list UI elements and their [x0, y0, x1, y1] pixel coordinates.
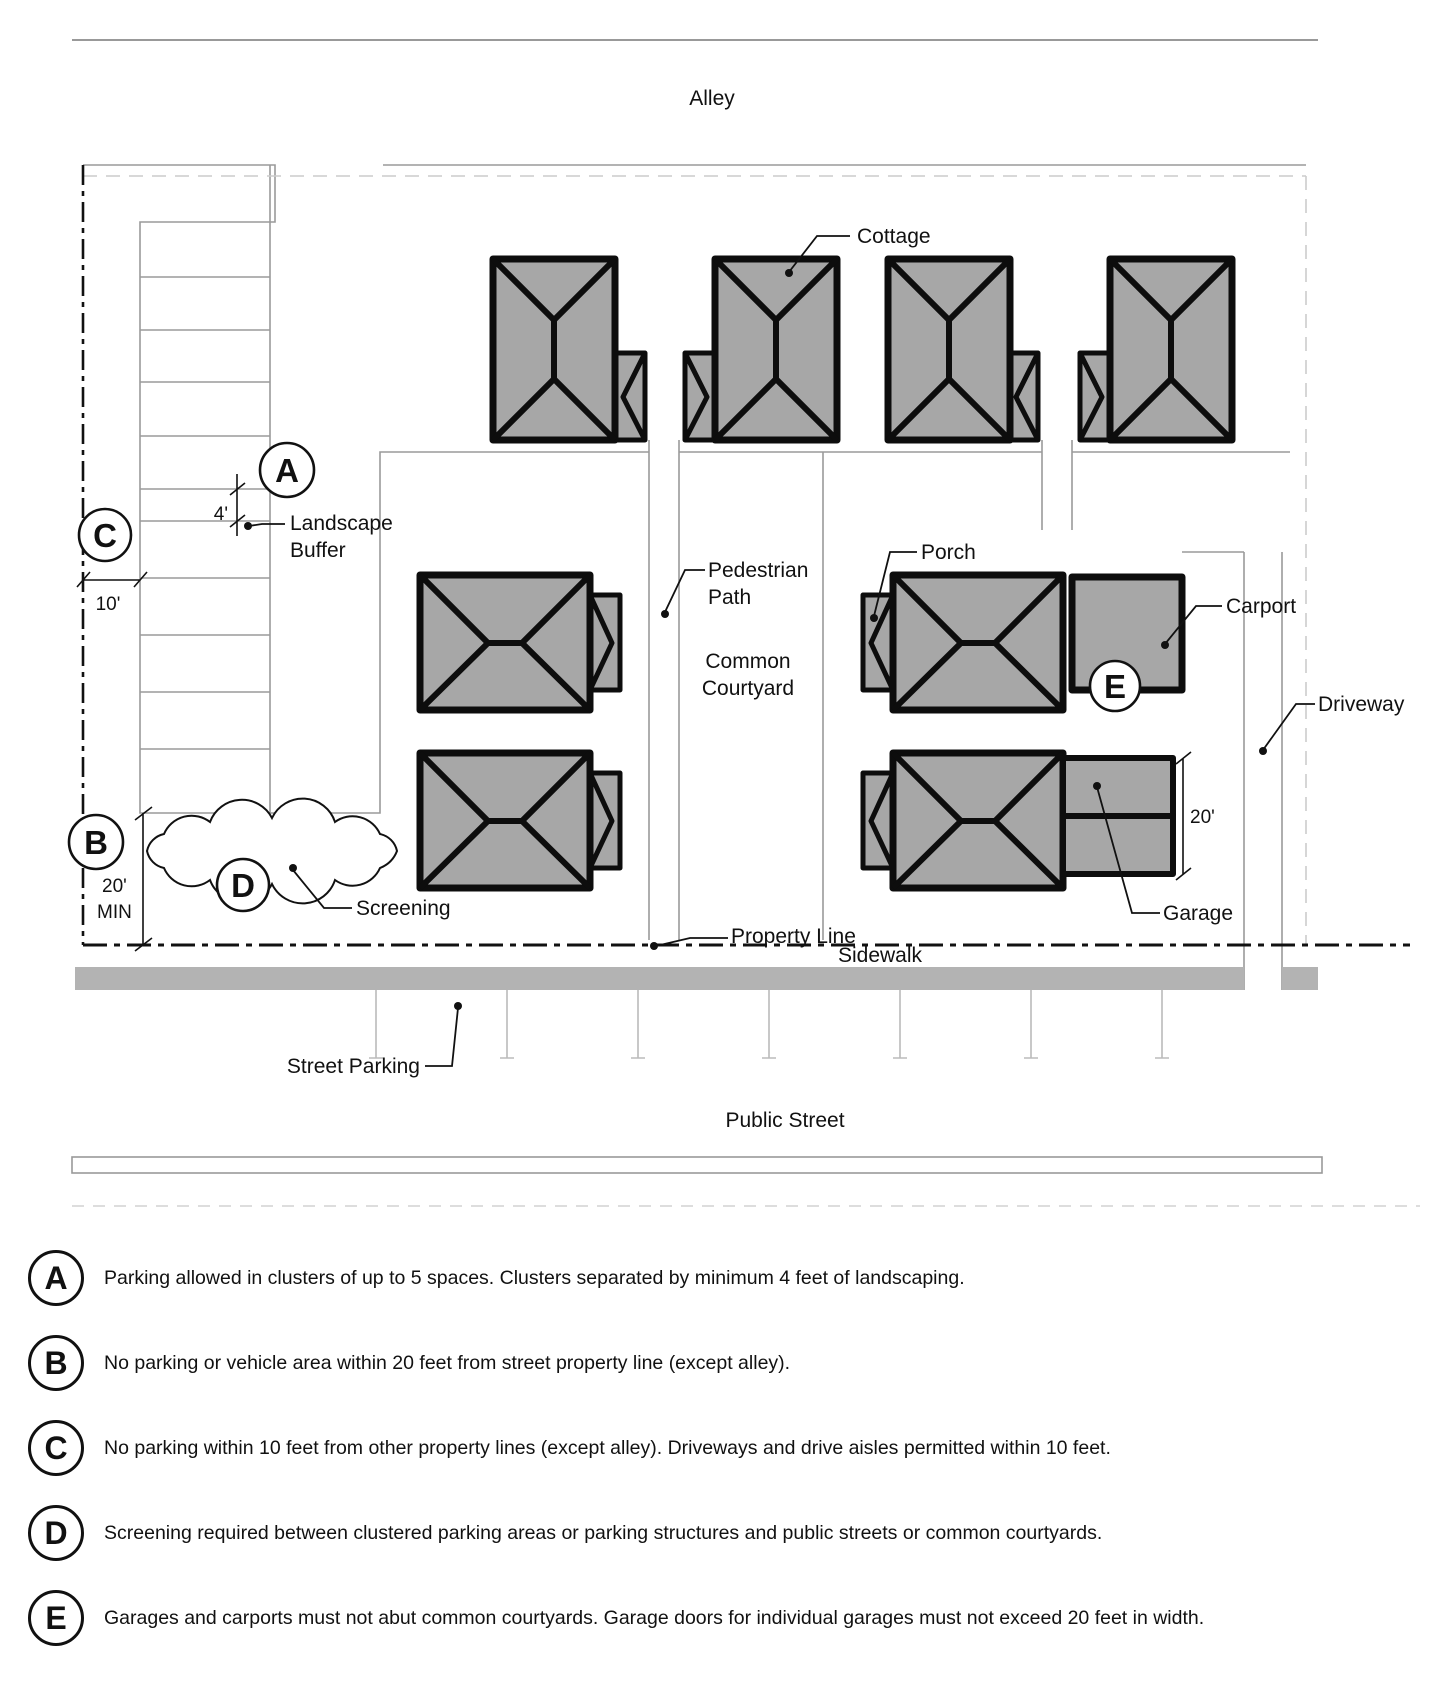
cottage-buildings: [420, 259, 1232, 888]
screening-label: Screening: [356, 897, 451, 920]
cottage-5: [420, 575, 590, 710]
porch-label: Porch: [921, 541, 976, 564]
note-d-circle: [28, 1505, 84, 1561]
street-setback-dim-value: 20': [102, 876, 127, 897]
note-row-b: [28, 1335, 1418, 1391]
note-c-text: No parking within 10 feet from other property lines (except alley). Driveways and drive aisles permitted within 10 feet.: [104, 1436, 1111, 1459]
parking-stall-lines: [140, 277, 270, 749]
note-row-e: [28, 1590, 1418, 1646]
common-courtyard-label-line2: Courtyard: [701, 677, 795, 700]
pedestrian-path-label-line1: Pedestrian: [708, 559, 809, 582]
buffer-width-dim: 4': [213, 504, 228, 525]
note-b-circle: [28, 1335, 84, 1391]
garage-label: Garage: [1163, 902, 1234, 925]
marker-e-letter: E: [1103, 668, 1127, 705]
cottage-1: [493, 259, 615, 440]
cottage-3: [888, 259, 1010, 440]
property-line-label: Property Line: [731, 925, 856, 948]
public-street-label: Public Street: [725, 1109, 845, 1132]
cottage-2: [715, 259, 837, 440]
street-parking-ticks: [369, 990, 1169, 1058]
pedestrian-path-label-line2: Path: [708, 586, 752, 609]
driveway-label: Driveway: [1318, 693, 1405, 716]
note-c-circle: [28, 1420, 84, 1476]
note-d-letter: D: [44, 1514, 68, 1551]
garage-structure: [1063, 758, 1173, 874]
note-e-text: Garages and carports must not abut common courtyards. Garage doors for individual garages must not exceed 20 feet in width.: [104, 1606, 1205, 1629]
street-curb-band: [72, 1157, 1322, 1173]
note-a-letter: A: [44, 1259, 68, 1296]
cottage-7: [893, 575, 1063, 710]
sidewalk-strip-right: [1282, 967, 1318, 990]
cottage-6: [420, 753, 590, 888]
marker-b-letter: B: [84, 824, 108, 861]
marker-d-letter: D: [231, 867, 255, 904]
note-c-letter: C: [44, 1429, 68, 1466]
note-a-circle: [28, 1250, 84, 1306]
sidewalk-label: Sidewalk: [837, 944, 923, 967]
note-row-c: [28, 1420, 1418, 1476]
cottage-label: Cottage: [857, 225, 931, 248]
street-setback-dim-min: MIN: [97, 902, 132, 923]
note-b-text: No parking or vehicle area within 20 feet from street property line (except alley).: [104, 1351, 791, 1374]
note-e-circle: [28, 1590, 84, 1646]
marker-a-letter: A: [275, 452, 299, 489]
common-courtyard-label-line1: Common: [705, 650, 791, 673]
marker-c-letter: C: [93, 517, 117, 554]
side-setback-dim: 10': [95, 594, 121, 615]
cottage-8: [893, 753, 1063, 888]
landscape-buffer-label-line2: Buffer: [290, 539, 346, 562]
note-a-text: Parking allowed in clusters of up to 5 spaces. Clusters separated by minimum 4 feet of landscaping.: [104, 1266, 965, 1289]
note-row-a: [28, 1250, 1418, 1306]
note-row-d: [28, 1505, 1418, 1561]
note-d-text: Screening required between clustered parking areas or parking structures and public streets or common courtyards.: [104, 1521, 1103, 1544]
cottage-4: [1110, 259, 1232, 440]
sidewalk-strip: [75, 967, 1244, 990]
note-e-letter: E: [45, 1599, 67, 1636]
carport-label: Carport: [1226, 595, 1297, 618]
landscape-buffer-label-line1: Landscape: [290, 512, 393, 535]
screening-cloud: [147, 799, 397, 904]
alley-area-label: Alley: [689, 87, 735, 110]
street-parking-label: Street Parking: [286, 1055, 420, 1078]
garage-width-dim: 20': [1190, 807, 1215, 828]
note-b-letter: B: [44, 1344, 68, 1381]
